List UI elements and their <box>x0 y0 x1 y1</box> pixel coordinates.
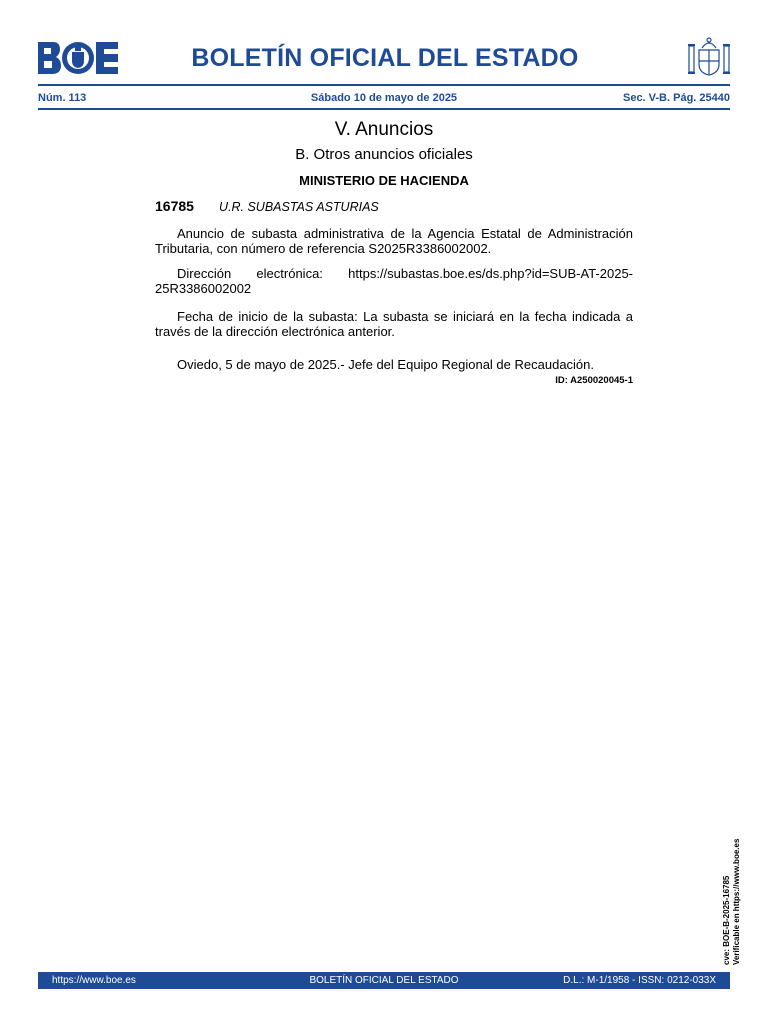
paragraph-auction-notice: Anuncio de subasta administrativa de la Agencia Estatal de Administración Tributaria, con número de referencia S2025R3386002002. <box>155 226 633 256</box>
cve-code: cve: BOE-B-2025-16785 <box>722 875 731 965</box>
section-page: Sec. V-B. Pág. 25440 <box>622 92 730 104</box>
coat-of-arms-icon <box>687 36 731 78</box>
boe-logo <box>38 42 118 74</box>
header-rule-bottom <box>38 108 730 110</box>
subsection-title: B. Otros anuncios oficiales <box>295 146 473 163</box>
header-rule-top <box>38 84 730 86</box>
section-title: V. Anuncios <box>334 119 434 140</box>
paragraph-electronic-address: Dirección electrónica: https://subastas.boe.es/ds.php?id=SUB-AT-2025-25R3386002002 <box>155 266 633 296</box>
ministry-heading: MINISTERIO DE HACIENDA <box>299 173 469 188</box>
paragraph-start-date: Fecha de inicio de la subasta: La subasta se iniciará en la fecha indicada a través de la dirección electrónica anterior. <box>155 309 633 339</box>
footer-url-link[interactable]: https://www.boe.es <box>52 975 136 986</box>
footer-bar <box>38 972 730 989</box>
verification-sidebar <box>722 825 742 965</box>
announcement-entity: U.R. SUBASTAS ASTURIAS <box>219 200 379 214</box>
document-id: ID: A250020045-1 <box>555 375 633 386</box>
bulletin-title: BOLETÍN OFICIAL DEL ESTADO <box>191 44 579 72</box>
issue-number: Núm. 113 <box>38 92 87 104</box>
footer-legal: D.L.: M-1/1958 - ISSN: 0212-033X <box>563 975 716 986</box>
verify-url: Verificable en https://www.boe.es <box>732 838 741 965</box>
issue-date: Sábado 10 de mayo de 2025 <box>310 92 458 104</box>
paragraph-signature: Oviedo, 5 de mayo de 2025.- Jefe del Equipo Regional de Recaudación. <box>177 357 595 372</box>
footer-name: BOLETÍN OFICIAL DEL ESTADO <box>309 975 459 986</box>
announcement-number: 16785 <box>155 198 194 214</box>
